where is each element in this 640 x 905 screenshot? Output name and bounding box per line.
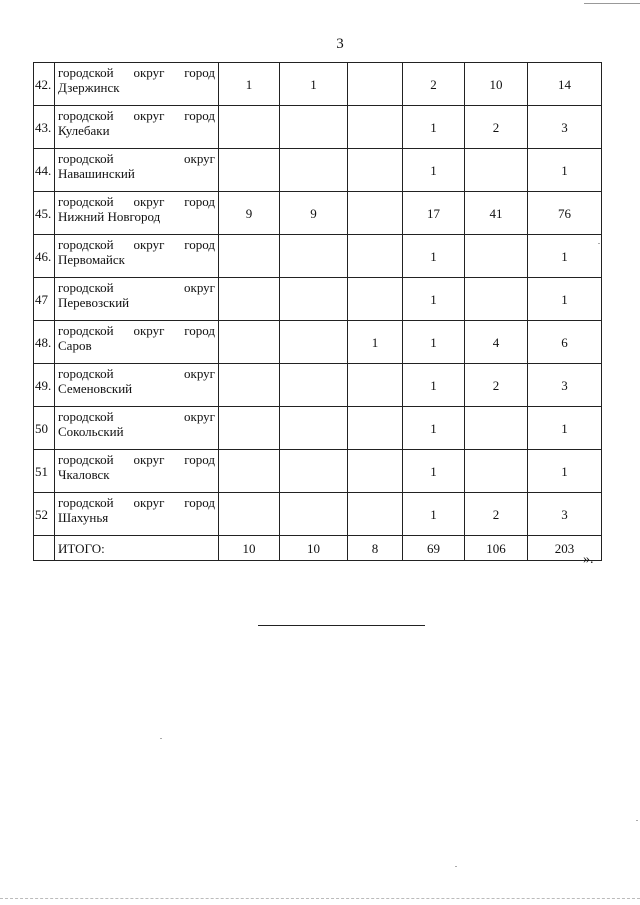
value-cell-c4: 1 <box>403 235 465 278</box>
municipality-name-line1 <box>58 280 215 295</box>
total-value-c3: 8 <box>348 536 403 561</box>
value-cell-c4: 1 <box>403 450 465 493</box>
value-cell-c2 <box>280 149 348 192</box>
name-word: городской <box>58 237 114 252</box>
municipality-name-line2: Шахунья <box>58 510 109 525</box>
name-word: городской <box>58 151 114 166</box>
row-number: 47 <box>34 278 55 321</box>
name-word: округ <box>133 323 165 338</box>
value-cell-c1 <box>219 450 280 493</box>
row-number: 51 <box>34 450 55 493</box>
name-word: округ <box>133 452 165 467</box>
value-cell-c4: 1 <box>403 278 465 321</box>
name-word: городской <box>58 495 114 510</box>
value-cell-c5 <box>465 407 528 450</box>
value-cell-c5: 41 <box>465 192 528 235</box>
value-cell-c1 <box>219 149 280 192</box>
municipality-name <box>55 493 219 536</box>
scan-speck <box>598 243 600 244</box>
scan-speck <box>636 820 638 821</box>
value-cell-c6: 1 <box>528 450 602 493</box>
value-cell-c1: 9 <box>219 192 280 235</box>
value-cell-c3 <box>348 192 403 235</box>
municipality-name <box>55 192 219 235</box>
municipality-name-line2: Перевозский <box>58 295 130 310</box>
value-cell-c1 <box>219 106 280 149</box>
value-cell-c6: 6 <box>528 321 602 364</box>
row-number: 49. <box>34 364 55 407</box>
scan-speck <box>455 866 457 867</box>
row-number: 44. <box>34 149 55 192</box>
value-cell-c2 <box>280 407 348 450</box>
value-cell-c6: 1 <box>528 235 602 278</box>
value-cell-c4: 2 <box>403 63 465 106</box>
value-cell-c2: 9 <box>280 192 348 235</box>
value-cell-c4: 1 <box>403 106 465 149</box>
value-cell-c1 <box>219 321 280 364</box>
value-cell-c4: 17 <box>403 192 465 235</box>
value-cell-c3 <box>348 407 403 450</box>
municipality-name-line2: Дзержинск <box>58 80 120 95</box>
value-cell-c6: 3 <box>528 106 602 149</box>
row-number: 48. <box>34 321 55 364</box>
total-number-cell <box>34 536 55 561</box>
name-word: город <box>184 65 215 80</box>
municipality-name-line1 <box>58 194 215 209</box>
name-word: городской <box>58 108 114 123</box>
value-cell-c3 <box>348 493 403 536</box>
value-cell-c3 <box>348 278 403 321</box>
municipality-name-line2: Нижний Новгород <box>58 209 161 224</box>
municipality-name-line2: Кулебаки <box>58 123 110 138</box>
value-cell-c1 <box>219 407 280 450</box>
scan-edge-mark <box>584 3 640 4</box>
name-word: округ <box>184 366 215 381</box>
name-word: округ <box>133 495 165 510</box>
value-cell-c3 <box>348 149 403 192</box>
table-body <box>34 63 602 561</box>
value-cell-c3 <box>348 106 403 149</box>
table-row <box>34 493 602 536</box>
table-row <box>34 407 602 450</box>
name-word: городской <box>58 452 114 467</box>
value-cell-c6: 3 <box>528 493 602 536</box>
value-cell-c3 <box>348 63 403 106</box>
municipality-name-line1 <box>58 366 215 381</box>
value-cell-c5: 2 <box>465 364 528 407</box>
table-row <box>34 235 602 278</box>
value-cell-c4: 1 <box>403 321 465 364</box>
municipality-name-line2: Навашинский <box>58 166 135 181</box>
municipality-name-line1 <box>58 452 215 467</box>
name-word: городской <box>58 366 114 381</box>
scan-speck <box>160 738 162 739</box>
table-row <box>34 63 602 106</box>
value-cell-c5: 2 <box>465 493 528 536</box>
value-cell-c2 <box>280 493 348 536</box>
row-number: 45. <box>34 192 55 235</box>
municipality-name-line1 <box>58 151 215 166</box>
value-cell-c6: 1 <box>528 149 602 192</box>
table-row <box>34 278 602 321</box>
value-cell-c5: 2 <box>465 106 528 149</box>
municipality-name <box>55 407 219 450</box>
total-label: ИТОГО: <box>55 536 219 561</box>
value-cell-c2 <box>280 106 348 149</box>
value-cell-c3 <box>348 364 403 407</box>
municipality-name-line1 <box>58 409 215 424</box>
name-word: городской <box>58 194 114 209</box>
scan-bottom-edge <box>0 898 640 899</box>
value-cell-c6: 3 <box>528 364 602 407</box>
municipality-name-line2: Саров <box>58 338 92 353</box>
table-row <box>34 450 602 493</box>
municipality-name-line1 <box>58 495 215 510</box>
value-cell-c5 <box>465 278 528 321</box>
municipality-name <box>55 364 219 407</box>
municipality-name-line1 <box>58 108 215 123</box>
value-cell-c6: 1 <box>528 407 602 450</box>
value-cell-c6: 1 <box>528 278 602 321</box>
name-word: город <box>184 495 215 510</box>
municipality-name-line1 <box>58 237 215 252</box>
total-row <box>34 536 602 561</box>
row-number: 43. <box>34 106 55 149</box>
value-cell-c1 <box>219 364 280 407</box>
row-number: 42. <box>34 63 55 106</box>
name-word: город <box>184 194 215 209</box>
municipality-name <box>55 321 219 364</box>
value-cell-c6: 76 <box>528 192 602 235</box>
value-cell-c1: 1 <box>219 63 280 106</box>
municipality-name-line2: Чкаловск <box>58 467 110 482</box>
value-cell-c3: 1 <box>348 321 403 364</box>
value-cell-c4: 1 <box>403 407 465 450</box>
municipality-name <box>55 149 219 192</box>
value-cell-c5 <box>465 149 528 192</box>
page-number: 3 <box>336 36 344 52</box>
table-row <box>34 192 602 235</box>
name-word: городской <box>58 409 114 424</box>
value-cell-c5: 4 <box>465 321 528 364</box>
value-cell-c2 <box>280 450 348 493</box>
total-value-c1: 10 <box>219 536 280 561</box>
municipality-name-line2: Семеновский <box>58 381 133 396</box>
name-word: округ <box>184 409 215 424</box>
name-word: округ <box>184 280 215 295</box>
section-divider <box>258 625 425 626</box>
municipality-name <box>55 63 219 106</box>
municipality-name <box>55 278 219 321</box>
name-word: округ <box>133 237 165 252</box>
name-word: город <box>184 452 215 467</box>
total-value-c6: 203 <box>528 536 602 561</box>
municipality-table <box>33 62 602 561</box>
municipality-name-line1 <box>58 323 215 338</box>
value-cell-c2 <box>280 321 348 364</box>
name-word: город <box>184 108 215 123</box>
municipality-name-line2: Первомайск <box>58 252 125 267</box>
name-word: город <box>184 237 215 252</box>
value-cell-c2: 1 <box>280 63 348 106</box>
value-cell-c3 <box>348 235 403 278</box>
name-word: город <box>184 323 215 338</box>
table-row <box>34 149 602 192</box>
name-word: городской <box>58 280 114 295</box>
value-cell-c2 <box>280 364 348 407</box>
value-cell-c6: 14 <box>528 63 602 106</box>
total-value-c5: 106 <box>465 536 528 561</box>
value-cell-c1 <box>219 278 280 321</box>
name-word: округ <box>184 151 215 166</box>
municipality-name-line1 <box>58 65 215 80</box>
municipality-name <box>55 450 219 493</box>
total-value-c4: 69 <box>403 536 465 561</box>
total-value-c2: 10 <box>280 536 348 561</box>
name-word: округ <box>133 65 165 80</box>
value-cell-c4: 1 <box>403 493 465 536</box>
value-cell-c2 <box>280 278 348 321</box>
table-row <box>34 321 602 364</box>
value-cell-c1 <box>219 235 280 278</box>
table-row <box>34 364 602 407</box>
name-word: городской <box>58 323 114 338</box>
name-word: округ <box>133 194 165 209</box>
value-cell-c5 <box>465 450 528 493</box>
row-number: 46. <box>34 235 55 278</box>
value-cell-c2 <box>280 235 348 278</box>
value-cell-c3 <box>348 450 403 493</box>
row-number: 52 <box>34 493 55 536</box>
value-cell-c4: 1 <box>403 364 465 407</box>
value-cell-c1 <box>219 493 280 536</box>
name-word: городской <box>58 65 114 80</box>
value-cell-c5: 10 <box>465 63 528 106</box>
municipality-name <box>55 235 219 278</box>
name-word: округ <box>133 108 165 123</box>
closing-quote: ». <box>583 552 594 567</box>
value-cell-c5 <box>465 235 528 278</box>
row-number: 50 <box>34 407 55 450</box>
table-row <box>34 106 602 149</box>
municipality-name-line2: Сокольский <box>58 424 124 439</box>
value-cell-c4: 1 <box>403 149 465 192</box>
municipality-name <box>55 106 219 149</box>
